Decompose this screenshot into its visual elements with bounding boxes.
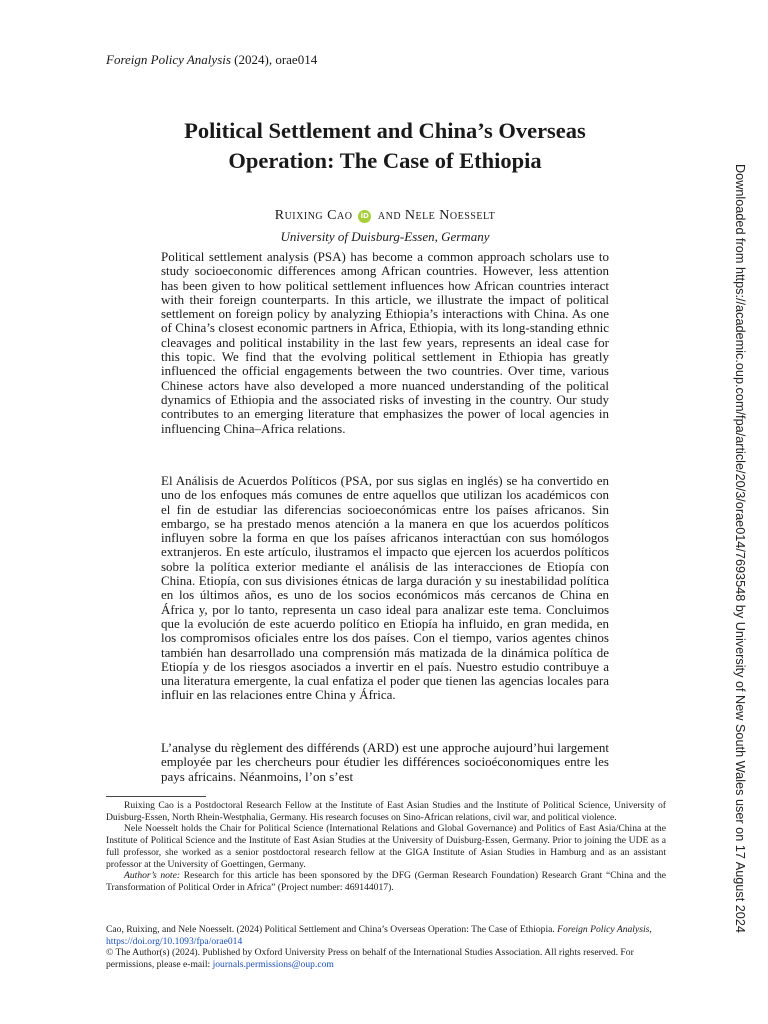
orcid-icon[interactable]: iD (358, 210, 371, 223)
authors-note-text: Research for this article has been sponsored by the DFG (German Research Foundation) Research Grant “China and the Transformation of Political Order in Africa” (Project number: 469144017). (106, 870, 666, 893)
footnote-cao: Ruixing Cao is a Postdoctoral Research Fellow at the Institute of East Asian Studies and the Institute of Political Science, University of Duisburg-Essen, North Rhein-Westphalia, Germany. His research focuses on Sino-African relations, civil war, and political violence. (106, 800, 666, 823)
citation-block (106, 924, 666, 971)
footnote-noesselt: Nele Noesselt holds the Chair for Political Science (International Relations and Global Governance) and Politics of East Asia/China at the Institute of Political Science and the Institute of East Asian Studies at the University of Duisburg-Essen, Germany. Prior to joining the UDE as a full professor, she worked as a senior postdoctoral research fellow at the GIGA Institute of Asian Studies in Hamburg and as an assistant professor at the University of Goettingen, Germany. (106, 823, 666, 870)
title-line-1: Political Settlement and China’s Overseas (184, 118, 586, 143)
footnote-divider (106, 796, 206, 797)
author-line (100, 207, 670, 224)
copyright-text: © The Author(s) (2024). Published by Oxford University Press on behalf of the International Studies Association. All rights reserved. For permissions, please e-mail: (106, 947, 634, 971)
permissions-email-link[interactable]: journals.permissions@oup.com (212, 959, 334, 971)
doi-link[interactable]: https://doi.org/10.1093/fpa/orae014 (106, 935, 243, 947)
citation-journal: Foreign Policy Analysis (557, 924, 650, 935)
title-line-2: Operation: The Case of Ethiopia (228, 148, 542, 173)
author-connector: and (377, 208, 402, 223)
abstract-english: Political settlement analysis (PSA) has become a common approach scholars use to study socioeconomic differences among African countries. However, less attention has been given to how political settlement influences how African countries interact with their foreign counterparts. In this article, we illustrate the impact of political settlement on foreign policy by analyzing Ethiopia’s interactions with China. As one of China’s closest economic partners in Africa, Ethiopia, with its long-standing ethnic cleavages and political instability in the last few years, represents an ideal case for this topic. We find that the evolving political settlement in Ethiopia has greatly influenced the official engagements between the two countries. Over time, various Chinese actors have also developed a more nuanced understanding of the political dynamics of Ethiopia and the associated risks of investing in the country. Our study contributes to an emerging literature that emphasizes the power of local agencies in influencing China–Africa relations. (161, 249, 609, 436)
citation-prefix: Cao, Ruixing, and Nele Noesselt. (2024) Political Settlement and China’s Overseas Operation: The Case of Ethiopia. (106, 924, 558, 935)
journal-name: Foreign Policy Analysis (106, 52, 231, 67)
citation-line (106, 924, 666, 947)
copyright-line (106, 947, 666, 970)
download-watermark-text: Downloaded from https://academic.oup.com/fpa/article/20/3/orae014/7693548 by University of New South Wales user on 17 August 2024 (733, 164, 747, 933)
footnote-authors-note (106, 870, 666, 893)
author-noesselt[interactable]: Nele Noesselt (404, 208, 496, 223)
affiliation: University of Duisburg-Essen, Germany (280, 229, 490, 244)
abstract-spanish: El Análisis de Acuerdos Políticos (PSA, por sus siglas en inglés) se ha convertido en uno de los enfoques más comunes de entre aquellos que utilizan los académicos con el fin de estudiar las diferencias socioeconómicas entre los países africanos. Sin embargo, se ha prestado menos atención a la manera en que los acuerdos políticos influyen sobre la forma en que los países africanos interactúan con sus homólogos extranjeros. En este artículo, ilustramos el impacto que ejercen los acuerdos políticos sobre la política exterior mediante el análisis de las interacciones de Etiopía con China. Etiopía, con sus divisiones étnicas de larga duración y su inestabilidad política en los últimos años, es uno de los socios económicos más cercanos de China en África y, por lo tanto, representa un caso ideal para analizar este tema. Concluimos que la evolución de este acuerdo político en Etiopía ha influido, en gran medida, en los compromisos oficiales entre los dos países. Con el tiempo, varios agentes chinos también han desarrollado una comprensión más matizada de la dinámica política de Etiopía y de los riesgos asociados a invertir en el país. Nuestro estudio contribuye a una literatura emergente, la cual enfatiza el poder que tienen las agencias locales para influir en las relaciones entre China y África. (161, 473, 609, 703)
journal-issue: (2024), orae014 (230, 52, 318, 67)
journal-header (106, 52, 317, 68)
author-cao[interactable]: Ruixing Cao (274, 208, 353, 223)
author-footnotes (106, 800, 666, 894)
download-watermark (729, 164, 751, 1004)
authors-note-label: Author’s note: (124, 870, 181, 882)
citation-separator: , (649, 924, 652, 935)
abstract-french: L’analyse du règlement des différends (ARD) est une approche aujourd’hui largement employée par les chercheurs pour étudier les différences socioéconomiques entre les pays africains. Néanmoins, l’on s’est (161, 740, 609, 784)
article-title (100, 116, 670, 176)
